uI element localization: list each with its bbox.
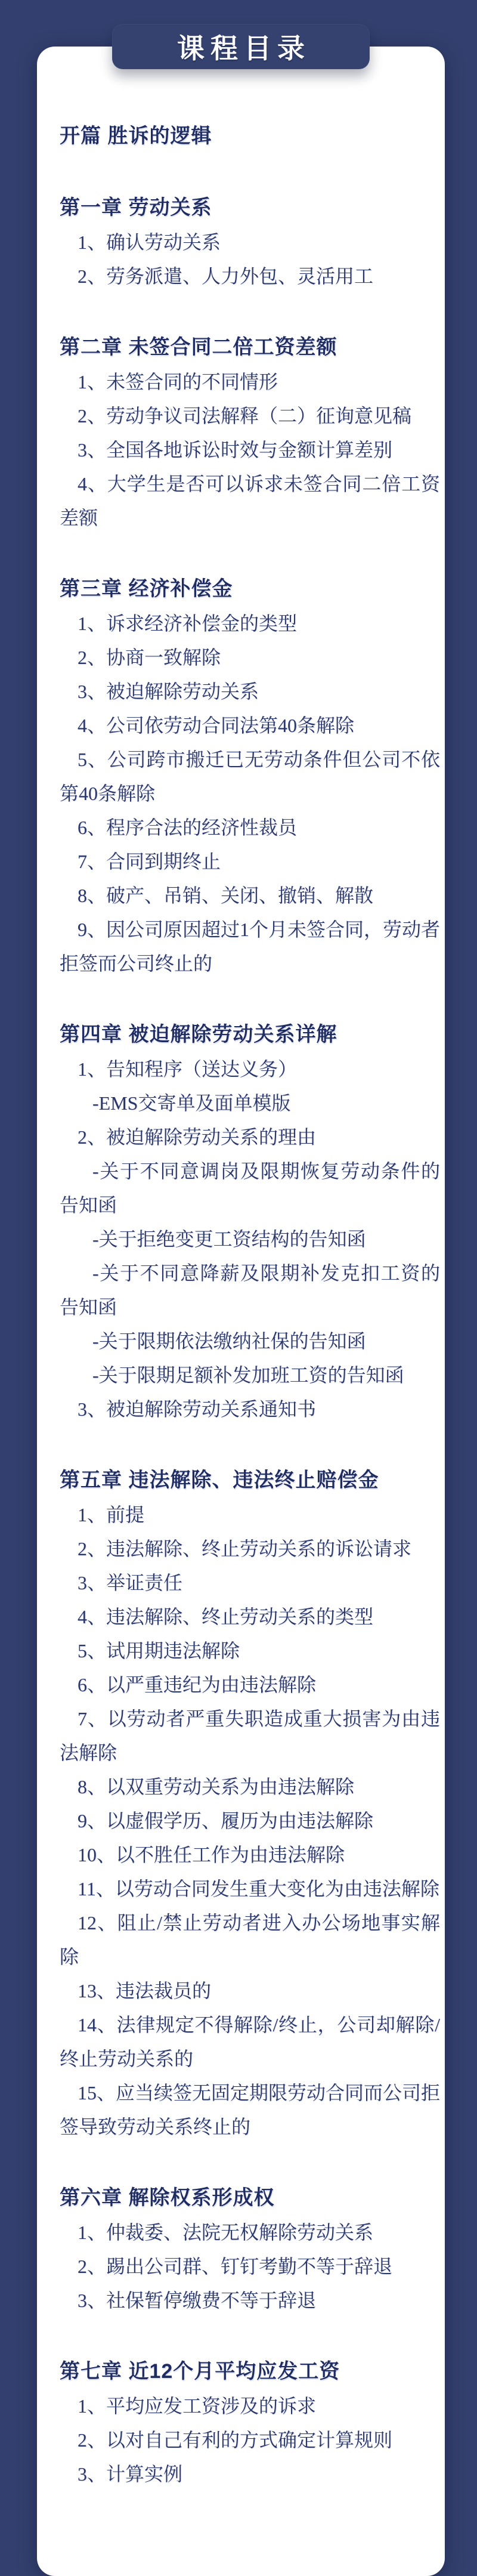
toc-item: 4、违法解除、终止劳动关系的类型 bbox=[78, 1606, 374, 1627]
chapter-heading: 第一章 劳动关系 bbox=[60, 196, 212, 219]
toc-item: 2、违法解除、终止劳动关系的诉讼请求 bbox=[78, 1538, 412, 1559]
toc-item: 15、应当续签无固定期限劳动合同而公司拒签导致劳动关系终止的 bbox=[60, 2082, 441, 2138]
toc-item: 3、被迫解除劳动关系通知书 bbox=[78, 1398, 317, 1420]
toc-item: 8、破产、吊销、关闭、撤销、解散 bbox=[78, 885, 374, 906]
toc-item: 1、未签合同的不同情形 bbox=[78, 371, 278, 393]
toc-item: 9、以虚假学历、履历为由违法解除 bbox=[78, 1810, 374, 1831]
toc-item: 4、公司依劳动合同法第40条解除 bbox=[78, 715, 355, 736]
toc-subitem: -关于拒绝变更工资结构的告知函 bbox=[92, 1228, 366, 1250]
toc-item: 1、仲裁委、法院无权解除劳动关系 bbox=[78, 2222, 374, 2243]
chapter-heading: 第五章 违法解除、违法终止赔偿金 bbox=[60, 1469, 379, 1491]
toc-item: 6、程序合法的经济性裁员 bbox=[78, 817, 298, 838]
chapter-heading: 第六章 解除权系形成权 bbox=[60, 2186, 275, 2209]
toc-subitem: -关于不同意降薪及限期补发克扣工资的告知函 bbox=[60, 1262, 440, 1318]
toc-item: 9、因公司原因超过1个月未签合同，劳动者拒签而公司终止的 bbox=[60, 919, 441, 974]
toc-item: 7、以劳动者严重失职造成重大损害为由违法解除 bbox=[60, 1708, 440, 1763]
toc-subitem: -关于限期足额补发加班工资的告知函 bbox=[92, 1364, 404, 1386]
toc-item: 7、合同到期终止 bbox=[78, 851, 221, 872]
chapter-heading: 第四章 被迫解除劳动关系详解 bbox=[60, 1023, 337, 1046]
toc-item: 5、公司跨市搬迁已无劳动条件但公司不依第40条解除 bbox=[60, 749, 440, 804]
toc-item: 4、大学生是否可以诉求未签合同二倍工资差额 bbox=[60, 473, 440, 529]
course-toc-badge bbox=[112, 24, 370, 69]
toc-item: 2、劳务派遣、人力外包、灵活用工 bbox=[78, 265, 374, 287]
toc-item: 2、踢出公司群、钉钉考勤不等于辞退 bbox=[78, 2256, 393, 2277]
toc-item: 2、劳动争议司法解释（二）征询意见稿 bbox=[78, 405, 412, 427]
toc-item: 1、平均应发工资涉及的诉求 bbox=[78, 2395, 317, 2417]
toc-subitem: -关于不同意调岗及限期恢复劳动条件的告知函 bbox=[60, 1160, 440, 1216]
toc-item: 5、试用期违法解除 bbox=[78, 1640, 240, 1661]
toc-item: 1、告知程序（送达义务） bbox=[78, 1058, 298, 1080]
toc-item: 8、以双重劳动关系为由违法解除 bbox=[78, 1776, 355, 1797]
toc-subitem: -关于限期依法缴纳社保的告知函 bbox=[92, 1330, 366, 1352]
toc-subitem: -EMS交寄单及面单模版 bbox=[92, 1092, 291, 1114]
chapter-heading: 第二章 未签合同二倍工资差额 bbox=[60, 336, 337, 359]
toc-item: 14、法律规定不得解除/终止，公司却解除/终止劳动关系的 bbox=[60, 2014, 440, 2070]
toc-card bbox=[37, 47, 445, 2576]
toc-item: 2、被迫解除劳动关系的理由 bbox=[78, 1126, 317, 1148]
toc-item: 1、前提 bbox=[78, 1504, 145, 1525]
toc-item: 3、举证责任 bbox=[78, 1572, 183, 1593]
chapter-heading: 第三章 经济补偿金 bbox=[60, 577, 233, 600]
chapter-heading: 第七章 近12个月平均应发工资 bbox=[60, 2360, 340, 2383]
toc-item: 3、社保暂停缴费不等于辞退 bbox=[78, 2290, 317, 2311]
toc-content bbox=[60, 47, 440, 2491]
toc-item: 3、计算实例 bbox=[78, 2463, 183, 2485]
toc-item: 10、以不胜任工作为由违法解除 bbox=[78, 1844, 345, 1865]
toc-item: 1、诉求经济补偿金的类型 bbox=[78, 613, 298, 634]
toc-item: 13、违法裁员的 bbox=[78, 1980, 212, 2002]
chapter-heading: 开篇 胜诉的逻辑 bbox=[60, 125, 212, 147]
toc-item: 12、阻止/禁止劳动者进入办公场地事实解除 bbox=[60, 1912, 440, 1967]
course-toc-badge-title: 课程目录 bbox=[177, 33, 311, 64]
toc-item: 6、以严重违纪为由违法解除 bbox=[78, 1674, 317, 1695]
toc-item: 11、以劳动合同发生重大变化为由违法解除 bbox=[78, 1878, 439, 1899]
toc-item: 3、被迫解除劳动关系 bbox=[78, 681, 259, 702]
toc-item: 2、协商一致解除 bbox=[78, 647, 221, 668]
toc-item: 3、全国各地诉讼时效与金额计算差别 bbox=[78, 439, 393, 461]
toc-item: 1、确认劳动关系 bbox=[78, 231, 221, 253]
toc-item: 2、以对自己有利的方式确定计算规则 bbox=[78, 2429, 393, 2451]
